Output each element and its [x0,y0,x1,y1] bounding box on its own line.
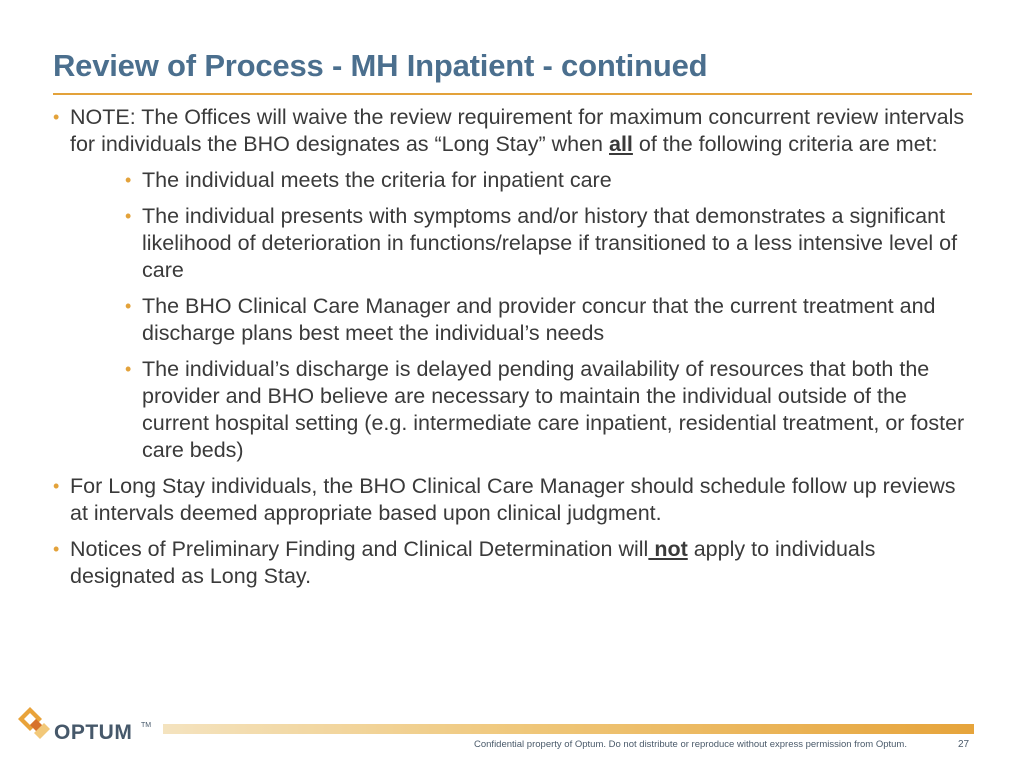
criteria-item [125,167,973,194]
bullet-notices-text-1: Notices of Preliminary Finding and Clinical Determination will [70,537,649,561]
criteria-item-text: The individual’s discharge is delayed pending availability of resources that both the provider and BHO believe are necessary to maintain the individual outside of the current hospital setting (e.g. intermediate care inpatient, residential treatment, or foster care beds) [142,357,965,462]
trademark: TM [141,722,152,729]
bullet-marker: • [125,359,132,379]
bullet-note-emphasis: all [609,132,633,156]
criteria-item [125,293,973,347]
bullet-marker: • [125,296,132,316]
criteria-item-text: The individual meets the criteria for inpatient care [142,168,612,192]
criteria-item-text: The BHO Clinical Care Manager and provider concur that the current treatment and discharge plans best meet the individual’s needs [142,294,936,345]
slide-body [53,104,973,599]
slide-title: Review of Process - MH Inpatient - continued [53,48,708,83]
bullet-marker: • [53,107,60,127]
bullet-long-stay [53,473,973,527]
title-divider [53,93,972,95]
bullet-notices-emphasis: not [648,537,688,561]
bullet-note [53,104,973,158]
bullet-marker: • [53,539,60,559]
page-number: 27 [958,739,970,750]
criteria-item-text: The individual presents with symptoms and/or history that demonstrates a significant likelihood of deterioration in functions/relapse if transitioned to a less intensive level of care [142,204,958,282]
bullet-marker: • [53,476,60,496]
criteria-item [125,203,973,284]
bullet-notices-text-2: apply to individuals designated as Long Stay. [70,537,876,588]
bullet-notices [53,536,973,590]
criteria-item [125,356,973,464]
optum-wordmark: OPTUM [54,721,133,744]
bullet-marker: • [125,170,132,190]
bullet-note-text-2: of the following criteria are met: [632,132,938,156]
footer-accent-bar [163,724,974,734]
bullet-marker: • [125,206,132,226]
bullet-note-text-1: NOTE: The Offices will waive the review requirement for maximum concurrent review intervals for individuals the BHO designates as “Long Stay” when [70,105,965,156]
bullet-long-stay-text: For Long Stay individuals, the BHO Clinical Care Manager should schedule follow up reviews at intervals deemed appropriate based upon clinical judgment. [70,474,956,525]
confidential-notice: Confidential property of Optum. Do not distribute or reproduce without express permission from Optum. [474,739,907,750]
